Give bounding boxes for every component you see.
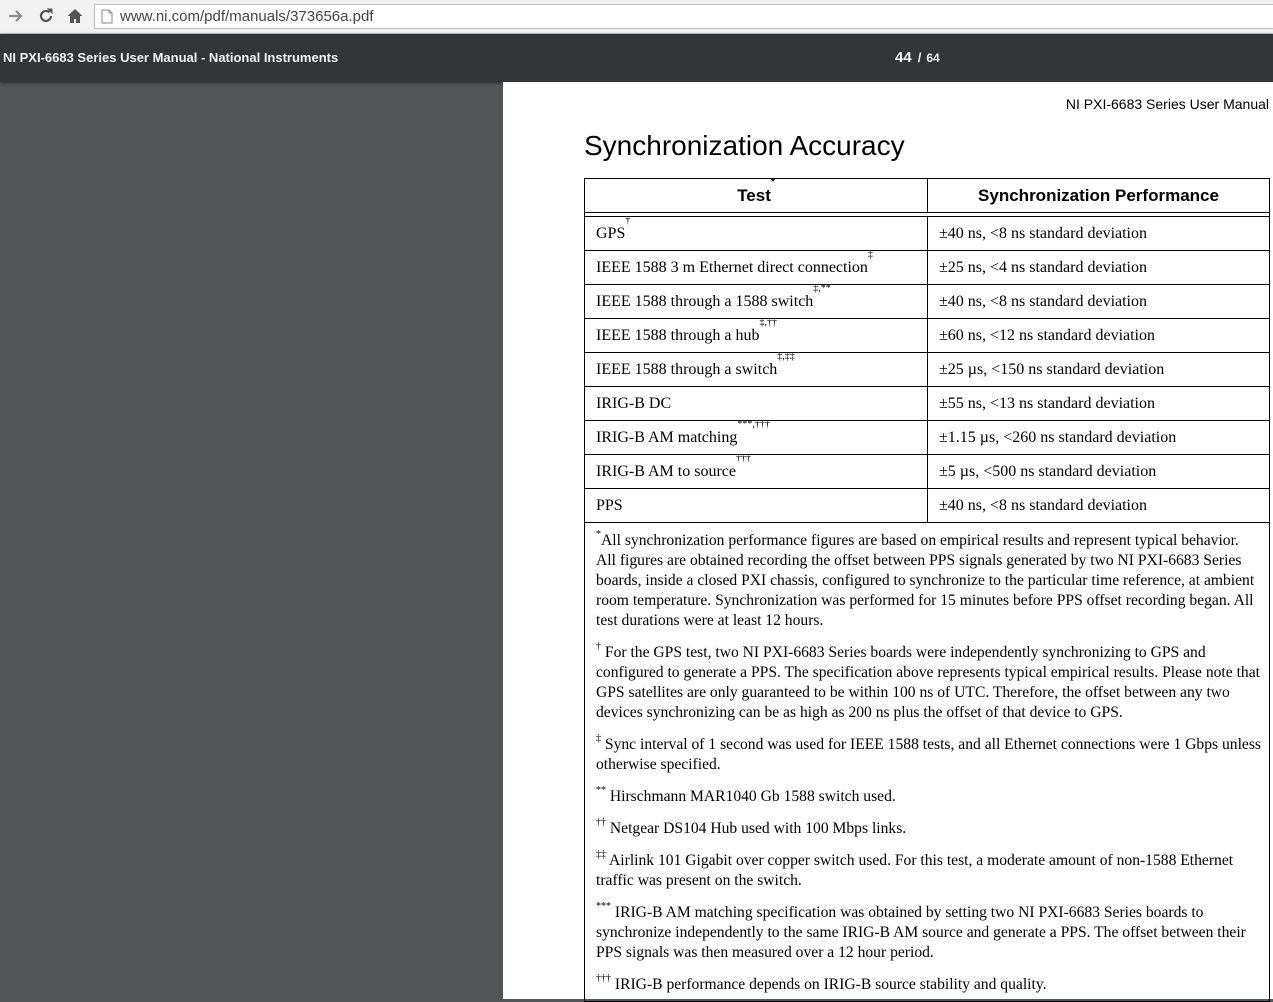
section-title: Synchronization Accuracy <box>584 130 905 161</box>
performance-cell: ±40 ns, <8 ns standard deviation <box>939 225 1147 242</box>
footnote-symbol: ††† <box>596 973 611 984</box>
performance-cell: ±25 ns, <4 ns standard deviation <box>939 259 1147 276</box>
footnote <box>596 819 1261 839</box>
footnote-mark: ‡,‡‡ <box>777 351 795 362</box>
footnote-text: Airlink 101 Gigabit over copper switch used. For this test, a moderate amount of non-1588 Ethernet traffic was present on the switch. <box>596 852 1234 889</box>
header-test: Test* <box>585 179 928 212</box>
page-separator: / <box>917 50 922 65</box>
running-header: NI PXI-6683 Series User Manual <box>1065 96 1269 112</box>
footnote-symbol: ** <box>596 785 606 796</box>
footnote <box>596 975 1261 995</box>
table-row <box>585 319 1269 353</box>
table-row <box>585 387 1269 421</box>
url-text[interactable]: www.ni.com/pdf/manuals/373656a.pdf <box>120 8 374 25</box>
footnote-text: IRIG-B performance depends on IRIG-B source stability and quality. <box>611 976 1047 993</box>
test-cell: PPS <box>585 489 928 522</box>
footnote <box>596 643 1261 723</box>
address-bar[interactable] <box>94 4 1273 29</box>
footnote-symbol: † <box>596 641 601 652</box>
footnote-mark: † <box>625 215 631 226</box>
footnote-text: IRIG-B AM matching specification was obtained by setting two NI PXI-6683 Series boards to synchronize independently to the same IRIG-B AM source and generate a PPS. The offset between their PPS signals was then measured over a 12 hour period. <box>596 904 1246 961</box>
footnote-mark: ††† <box>735 453 751 464</box>
performance-cell: ±5 µs, <500 ns standard deviation <box>939 463 1157 480</box>
footnote <box>596 735 1261 775</box>
forward-arrow-icon[interactable] <box>5 5 27 27</box>
footnote <box>596 787 1261 807</box>
test-cell: IEEE 1588 3 m Ethernet direct connection‡ <box>585 251 928 284</box>
footnote-symbol: * <box>596 529 601 540</box>
footnote-mark: ***,††† <box>737 419 770 430</box>
table-row <box>585 353 1269 387</box>
footnote-mark: ‡,†† <box>759 317 778 328</box>
reload-icon[interactable] <box>35 5 57 27</box>
pdf-page <box>503 82 1273 999</box>
pdf-toolbar <box>0 34 1273 82</box>
table-row <box>585 455 1269 489</box>
table-row <box>585 285 1269 319</box>
test-cell: IEEE 1588 through a 1588 switch‡,** <box>585 285 928 318</box>
table-body <box>585 217 1269 523</box>
performance-cell: ±60 ns, <12 ns standard deviation <box>939 327 1155 344</box>
home-icon[interactable] <box>64 5 86 27</box>
test-cell: IRIG-B AM to source††† <box>585 455 928 488</box>
browser-toolbar <box>0 0 1273 34</box>
test-cell: IRIG-B AM matching***,††† <box>585 421 928 454</box>
performance-cell: ±1.15 µs, <260 ns standard deviation <box>939 429 1177 446</box>
performance-cell: ±25 µs, <150 ns standard deviation <box>939 361 1165 378</box>
test-cell: IRIG-B DC <box>585 387 928 420</box>
footnote <box>596 903 1261 963</box>
footnote-mark: ‡ <box>867 249 873 260</box>
performance-cell: ±40 ns, <8 ns standard deviation <box>939 497 1147 514</box>
footnote-text: Sync interval of 1 second was used for IEEE 1588 tests, and all Ethernet connections were 1 Gbps unless otherwise specified. <box>596 736 1261 773</box>
footnote-symbol: †† <box>596 817 606 828</box>
table-row <box>585 217 1269 251</box>
footnote-text: All synchronization performance figures are based on empirical results and represent typical behavior. All figures are obtained recording the offset between PPS signals generated by two NI PXI-6683 Series boards, inside a closed PXI chassis, configured to synchronize to the particular time reference, at ambient room temperature. Synchronization was performed for 15 minutes before PPS offset recording began. All test durations were at least 12 hours. <box>596 532 1255 629</box>
table-footnotes <box>585 523 1269 1001</box>
footnote <box>596 851 1261 891</box>
table-row <box>585 421 1269 455</box>
footnote <box>596 531 1261 631</box>
document-title: NI PXI-6683 Series User Manual - National Instruments <box>3 50 339 65</box>
footnote-text: For the GPS test, two NI PXI-6683 Series boards were independently synchronizing to GPS and configured to generate a PPS. The specification above represents typical empirical results. Please note that GPS satellites are only guaranteed to be within 100 ns of UTC. Therefore, the offset between any two devices synchronizing can be as high as 200 ns plus the offset of that device to GPS. <box>596 644 1260 721</box>
footnote-text: Hirschmann MAR1040 Gb 1588 switch used. <box>606 788 896 805</box>
total-pages: 64 <box>926 51 940 65</box>
header-performance: Synchronization Performance <box>978 186 1219 205</box>
footnote-mark: ‡,** <box>813 283 831 294</box>
footnote-symbol: ‡‡ <box>596 849 606 860</box>
page-indicator <box>895 49 940 67</box>
test-cell: IEEE 1588 through a switch‡,‡‡ <box>585 353 928 386</box>
current-page-number[interactable]: 44 <box>895 49 912 66</box>
test-cell: GPS† <box>585 217 928 250</box>
table-row <box>585 489 1269 523</box>
table-header-row <box>585 179 1269 213</box>
page-icon <box>101 9 113 29</box>
performance-cell: ±55 ns, <13 ns standard deviation <box>939 395 1155 412</box>
footnote-symbol: *** <box>596 901 611 912</box>
footnote-symbol: ‡ <box>596 733 601 744</box>
table-row <box>585 251 1269 285</box>
test-cell: IEEE 1588 through a hub‡,†† <box>585 319 928 352</box>
footnote-text: Netgear DS104 Hub used with 100 Mbps links. <box>606 820 907 837</box>
performance-cell: ±40 ns, <8 ns standard deviation <box>939 293 1147 310</box>
header-test-mark: * <box>770 177 775 188</box>
spec-table <box>584 178 1270 1002</box>
